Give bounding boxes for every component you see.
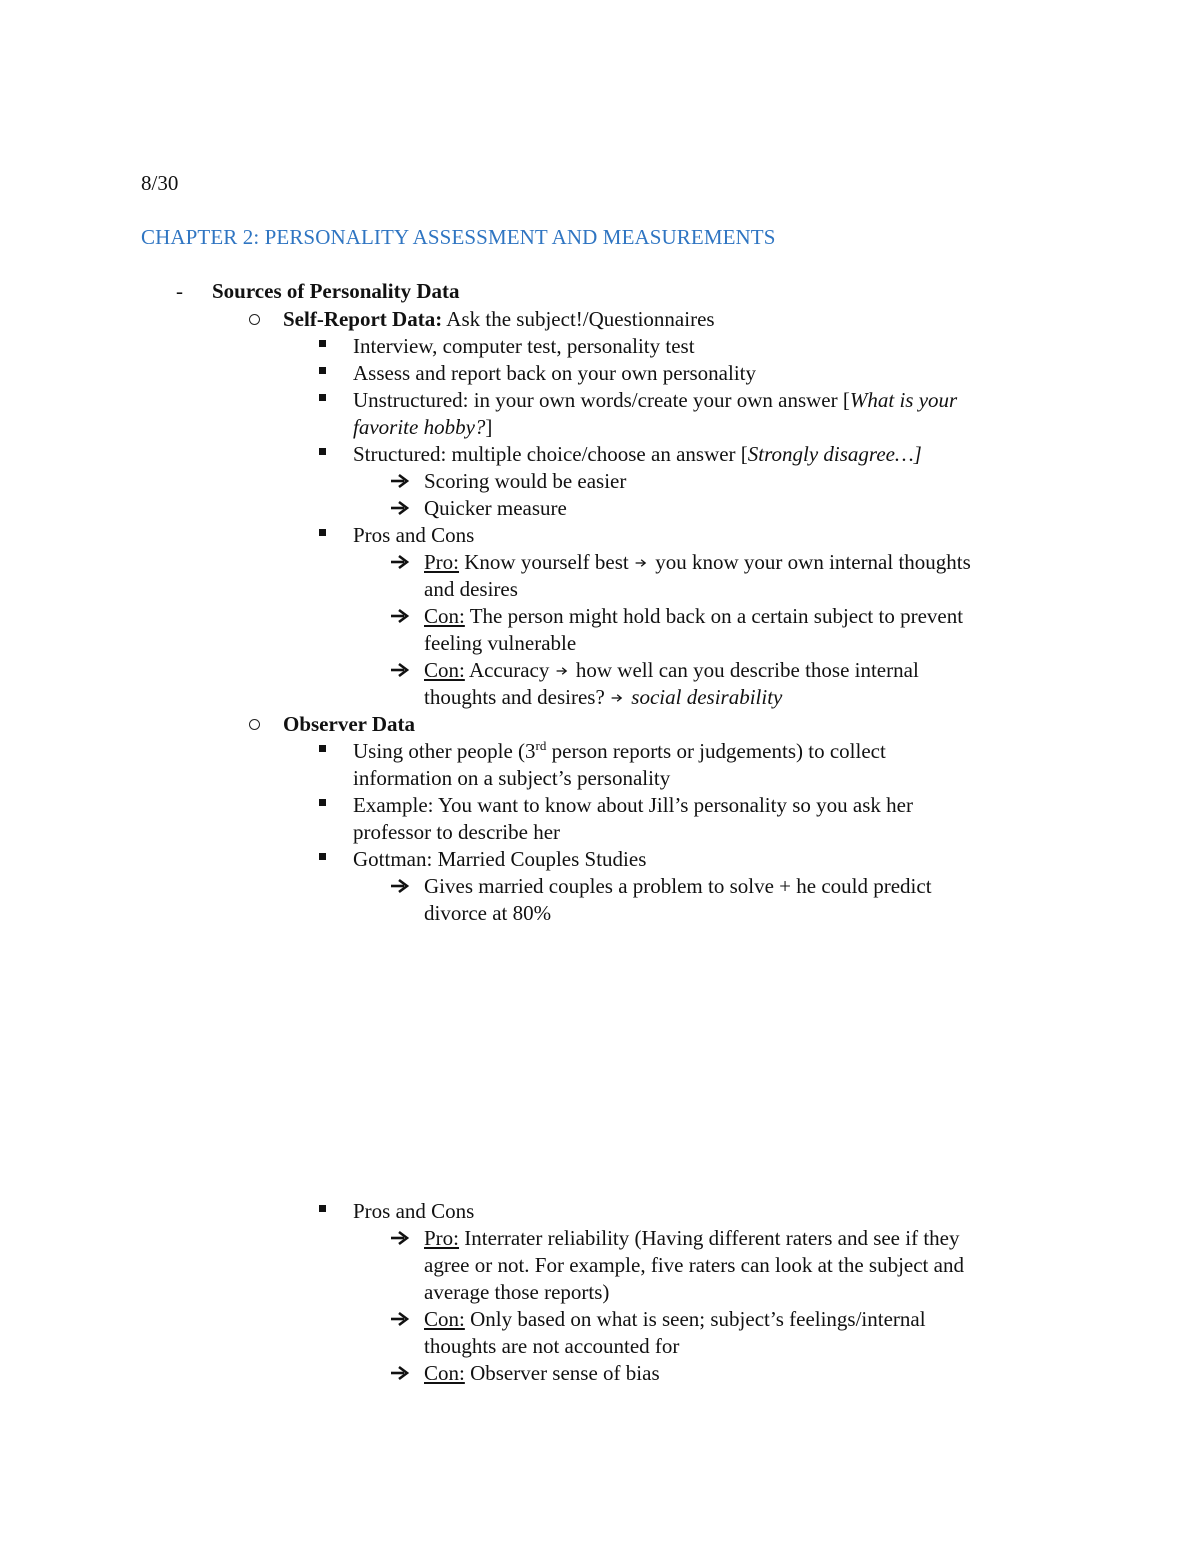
pro-line-3: average those reports) — [424, 1280, 610, 1304]
con-line — [424, 603, 963, 630]
observer-item-line-2: information on a subject’s personality — [353, 766, 671, 790]
square-bullet-icon — [319, 853, 326, 860]
arrow-right-icon — [390, 878, 410, 894]
pro-line — [424, 549, 971, 576]
pro-label: Pro: — [424, 1226, 460, 1250]
square-bullet-icon — [319, 448, 326, 455]
observer-item — [353, 738, 886, 765]
arrow-right-icon — [390, 1311, 410, 1327]
unstructured-line — [353, 387, 957, 414]
chapter-title: CHAPTER 2: PERSONALITY ASSESSMENT AND MEASUREMENTS — [141, 225, 776, 249]
pro-text-2: you know your own internal thoughts — [655, 550, 971, 574]
con-line-2 — [424, 684, 782, 711]
con-text: Only based on what is seen; subject’s feelings/internal — [470, 1307, 926, 1331]
section-heading — [212, 278, 460, 305]
pro-line-2: agree or not. For example, five raters can look at the subject and — [424, 1253, 964, 1277]
arrow-right-icon — [390, 1230, 410, 1246]
observer-item-text-2: person reports or judgements) to collect — [551, 739, 886, 763]
arrow-right-icon — [390, 500, 410, 516]
arrow-right-icon — [390, 473, 410, 489]
con-label: Con: — [424, 658, 465, 682]
self-report-item: Interview, computer test, personality test — [353, 334, 695, 358]
observer-item-text: Using other people (3 — [353, 739, 536, 763]
gottman-item: Gottman: Married Couples Studies — [353, 847, 647, 871]
con-text-2: how well can you describe those internal — [575, 658, 919, 682]
con-text: Observer sense of bias — [470, 1361, 660, 1385]
pro-text: Know yourself best — [464, 550, 629, 574]
pros-cons-heading: Pros and Cons — [353, 523, 475, 547]
pro-label: Pro: — [424, 550, 460, 574]
gottman-sub-item-line-2: divorce at 80% — [424, 901, 552, 925]
observer-heading — [283, 711, 415, 738]
square-bullet-icon — [319, 1205, 326, 1212]
con-label: Con: — [424, 604, 465, 628]
self-report-label: Self-Report Data: — [283, 307, 443, 331]
unstructured-example-2: favorite hobby? — [353, 415, 486, 439]
con-label: Con: — [424, 1361, 465, 1385]
unstructured-close: ] — [485, 415, 493, 439]
square-bullet-icon — [319, 529, 326, 536]
structured-sub-item: Scoring would be easier — [424, 469, 627, 493]
superscript: rd — [535, 738, 547, 753]
con-text: Accuracy — [468, 658, 550, 682]
arrow-right-icon — [390, 554, 410, 570]
square-bullet-icon — [319, 340, 326, 347]
con-line-2: feeling vulnerable — [424, 631, 577, 655]
structured-example: Strongly disagree…] — [747, 442, 922, 466]
date: 8/30 — [141, 171, 179, 195]
dash-bullet: - — [176, 279, 183, 303]
square-bullet-icon — [319, 745, 326, 752]
gottman-sub-item: Gives married couples a problem to solve + he could predict — [424, 874, 932, 898]
con-line-2: thoughts are not accounted for — [424, 1334, 680, 1358]
self-report-text: Ask the subject!/Questionnaires — [446, 307, 715, 331]
square-bullet-icon — [319, 367, 326, 374]
structured-text: Structured: multiple choice/choose an answer [ — [353, 442, 748, 466]
pro-line — [424, 1225, 960, 1252]
arrow-right-icon — [555, 664, 571, 678]
social-desirability: social desirability — [631, 685, 783, 709]
unstructured-text: Unstructured: in your own words/create your own answer [ — [353, 388, 850, 412]
con-text-3: thoughts and desires? — [424, 685, 605, 709]
con-line — [424, 1306, 926, 1333]
arrow-right-icon — [390, 662, 410, 678]
circle-bullet-icon — [249, 719, 260, 730]
circle-bullet-icon — [249, 314, 260, 325]
structured-line — [353, 441, 922, 468]
arrow-right-icon — [390, 1365, 410, 1381]
con-text: The person might hold back on a certain subject to prevent — [469, 604, 964, 628]
section-heading-text: Sources of Personality Data — [212, 279, 460, 303]
con-line — [424, 1360, 660, 1387]
pro-line-2: and desires — [424, 577, 518, 601]
observer-example: Example: You want to know about Jill’s personality so you ask her — [353, 793, 913, 817]
structured-sub-item: Quicker measure — [424, 496, 567, 520]
square-bullet-icon — [319, 799, 326, 806]
arrow-right-icon — [390, 608, 410, 624]
observer-example-line-2: professor to describe her — [353, 820, 561, 844]
unstructured-line-2 — [353, 414, 492, 441]
self-report-line — [283, 306, 715, 333]
square-bullet-icon — [319, 394, 326, 401]
observer-label: Observer Data — [283, 712, 415, 736]
unstructured-example: What is your — [849, 388, 958, 412]
pro-text: Interrater reliability (Having different raters and see if they — [464, 1226, 960, 1250]
pros-cons-heading: Pros and Cons — [353, 1199, 475, 1223]
self-report-item: Assess and report back on your own personality — [353, 361, 756, 385]
arrow-right-icon — [610, 691, 626, 705]
arrow-right-icon — [634, 556, 650, 570]
con-line — [424, 657, 919, 684]
con-label: Con: — [424, 1307, 465, 1331]
